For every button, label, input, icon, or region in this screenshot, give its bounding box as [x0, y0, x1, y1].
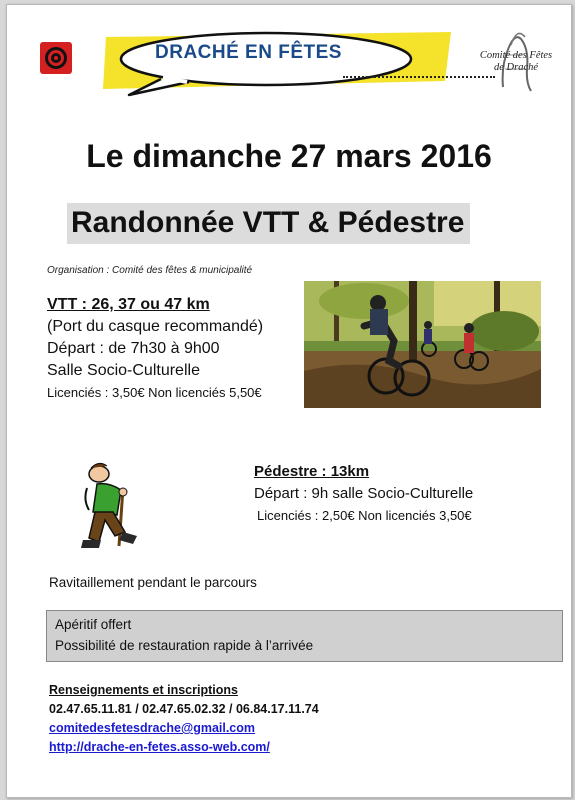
mountain-bikers-photo — [304, 281, 541, 408]
contact-section — [49, 681, 319, 757]
pedestre-tarifs: Licenciés : 2,50€ Non licenciés 3,50€ — [257, 508, 472, 523]
hiker-cartoon-icon — [79, 460, 147, 555]
dotted-divider — [343, 76, 495, 78]
vtt-heading: VTT : 26, 37 ou 47 km — [47, 296, 210, 313]
banner-title: DRACHÉ EN FÊTES — [155, 42, 342, 63]
contact-phones: 02.47.65.11.81 / 02.47.65.02.32 / 06.84.17.11.74 — [49, 702, 319, 716]
pedestre-section — [254, 461, 473, 527]
vtt-tarifs: Licenciés : 3,50€ Non licenciés 5,50€ — [47, 385, 262, 400]
contact-website-link[interactable]: http://drache-en-fetes.asso-web.com/ — [49, 740, 270, 754]
contact-email-link[interactable]: comitedesfetesdrache@gmail.com — [49, 721, 256, 735]
flyer-page — [6, 4, 572, 798]
target-logo-icon — [40, 42, 72, 74]
organisation-note: Organisation : Comité des fêtes & municipalité — [47, 265, 253, 276]
vtt-helmet-note: (Port du casque recommandé) — [47, 318, 264, 335]
pedestre-depart: Départ : 9h salle Socio-Culturelle — [254, 485, 474, 502]
banner-bubble — [101, 29, 481, 99]
event-date: Le dimanche 27 mars 2016 — [86, 138, 492, 174]
vtt-lieu: Salle Socio-Culturelle — [47, 362, 200, 379]
pedestre-heading: Pédestre : 13km — [254, 463, 370, 480]
event-title: Randonnée VTT & Pédestre — [67, 203, 470, 244]
restauration-line: Possibilité de restauration rapide à l’arrivée — [55, 638, 314, 653]
aperitif-line: Apéritif offert — [55, 617, 132, 632]
comite-logo-text: Comité des Fêtes de Draché — [479, 50, 553, 73]
contact-heading: Renseignements et inscriptions — [49, 683, 238, 697]
vtt-section — [47, 294, 263, 404]
ravitaillement-note: Ravitaillement pendant le parcours — [49, 575, 257, 590]
info-box — [46, 610, 563, 662]
vtt-depart: Départ : de 7h30 à 9h00 — [47, 340, 220, 357]
